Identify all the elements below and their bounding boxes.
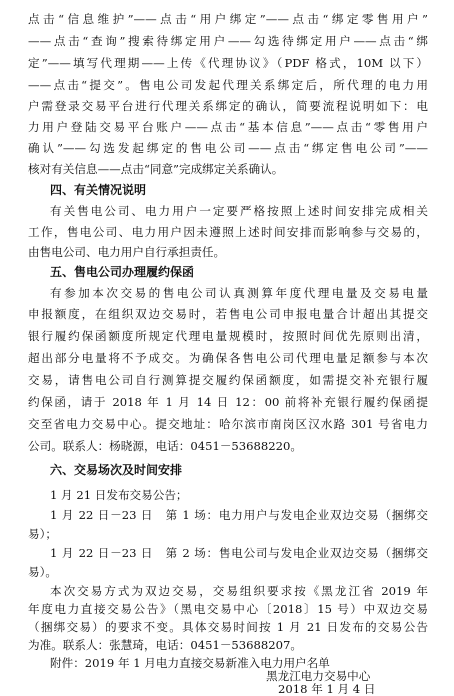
body-line: 本次交易方式为双边交易，交易组织要求按《黑龙江省 2019 年: [50, 584, 428, 598]
body-line: 为准。联系人：张慧琦，电话：0451－53688207。: [28, 638, 303, 652]
body-line: 确认”——勾选发起绑定的售电公司——点击“绑定售电公司”——: [28, 141, 428, 155]
body-line: 有参加本次交易的售电公司认真测算年度代理电量及交易电量: [50, 286, 428, 300]
body-line: 年度电力直接交易公告》（黑电交易中心〔2018〕15 号）中双边交易: [28, 602, 428, 616]
body-line: 户需登录交易平台进行代理关系绑定的确认，简要流程说明如下：电: [28, 99, 428, 113]
body-line: 力用户登陆交易平台账户——点击“基本信息”——点击“零售用户: [28, 120, 428, 134]
body-line: （捆绑交易）的要求不变。具体交易时间按 1 月 21 日发布的交易公告: [28, 620, 428, 634]
body-line: 有关售电公司、电力用户一定要严格按照上述时间安排完成相关: [50, 204, 428, 218]
body-line: 1 月 22 日－23 日 第 1 场：电力用户与发电企业双边交易（捆绑交: [50, 508, 428, 522]
body-line: ——点击“查询”搜索待绑定用户——勾选待绑定用户——点击“绑: [28, 34, 428, 48]
body-line: 点击“信息维护”——点击“用户绑定”——点击“绑定零售用户”: [28, 12, 428, 26]
body-line: 1 月 21 日发布交易公告；: [50, 488, 188, 502]
body-line: 易）；: [28, 527, 57, 541]
signature-date: 2018 年 1 月 4 日: [278, 683, 376, 696]
body-line: 银行履约保函额度所规定代理电量规模时，按照时间优先原则出清，: [28, 329, 428, 343]
body-line: 交易，请售电公司自行测算提交履约保函额度，如需提交补充银行履: [28, 373, 428, 387]
body-line: ——点击“提交”。售电公司发起代理关系绑定后，所代理的电力用: [28, 78, 428, 92]
section-heading: 四、有关情况说明: [50, 183, 147, 197]
section-heading: 六、交易场次及时间安排: [50, 463, 183, 477]
body-line: 公司。联系人：杨晓源，电话：0451－53688220。: [28, 439, 303, 453]
signature-organization: 黑龙江电力交易中心: [266, 670, 371, 683]
body-line: 超出部分电量将不予成交。为确保各售电公司代理电量足额参与本次: [28, 351, 428, 365]
body-line: 核对有关信息——点击“同意”完成绑定关系确认。: [28, 162, 284, 176]
body-line: 由售电公司、电力用户自行承担责任。: [28, 245, 226, 259]
body-line: 交至省电力交易中心。提交地址：哈尔滨市南岗区汉水路 301 号省电力: [28, 417, 428, 431]
body-line: 易）。: [28, 565, 57, 579]
body-line: 定”——填写代理期——上传《代理协议》（PDF 格式，10M 以下）: [28, 56, 428, 70]
body-line: 工作，售电公司、电力用户因未遵照上述时间安排而影响参与交易的，: [28, 225, 428, 239]
body-line: 申报额度，在组织双边交易时，若售电公司申报电量合计超出其提交: [28, 307, 428, 321]
body-line: 1 月 22 日－23 日 第 2 场：售电公司与发电企业双边交易（捆绑交: [50, 546, 428, 560]
section-heading: 五、售电公司办理履约保函: [50, 265, 195, 279]
attachment-line: 附件：2019 年 1 月电力直接交易新准入电力用户名单: [50, 656, 330, 670]
body-line: 约保函，请于 2018 年 1 月 14 日 12：00 前将补充银行履约保函提: [28, 395, 428, 409]
